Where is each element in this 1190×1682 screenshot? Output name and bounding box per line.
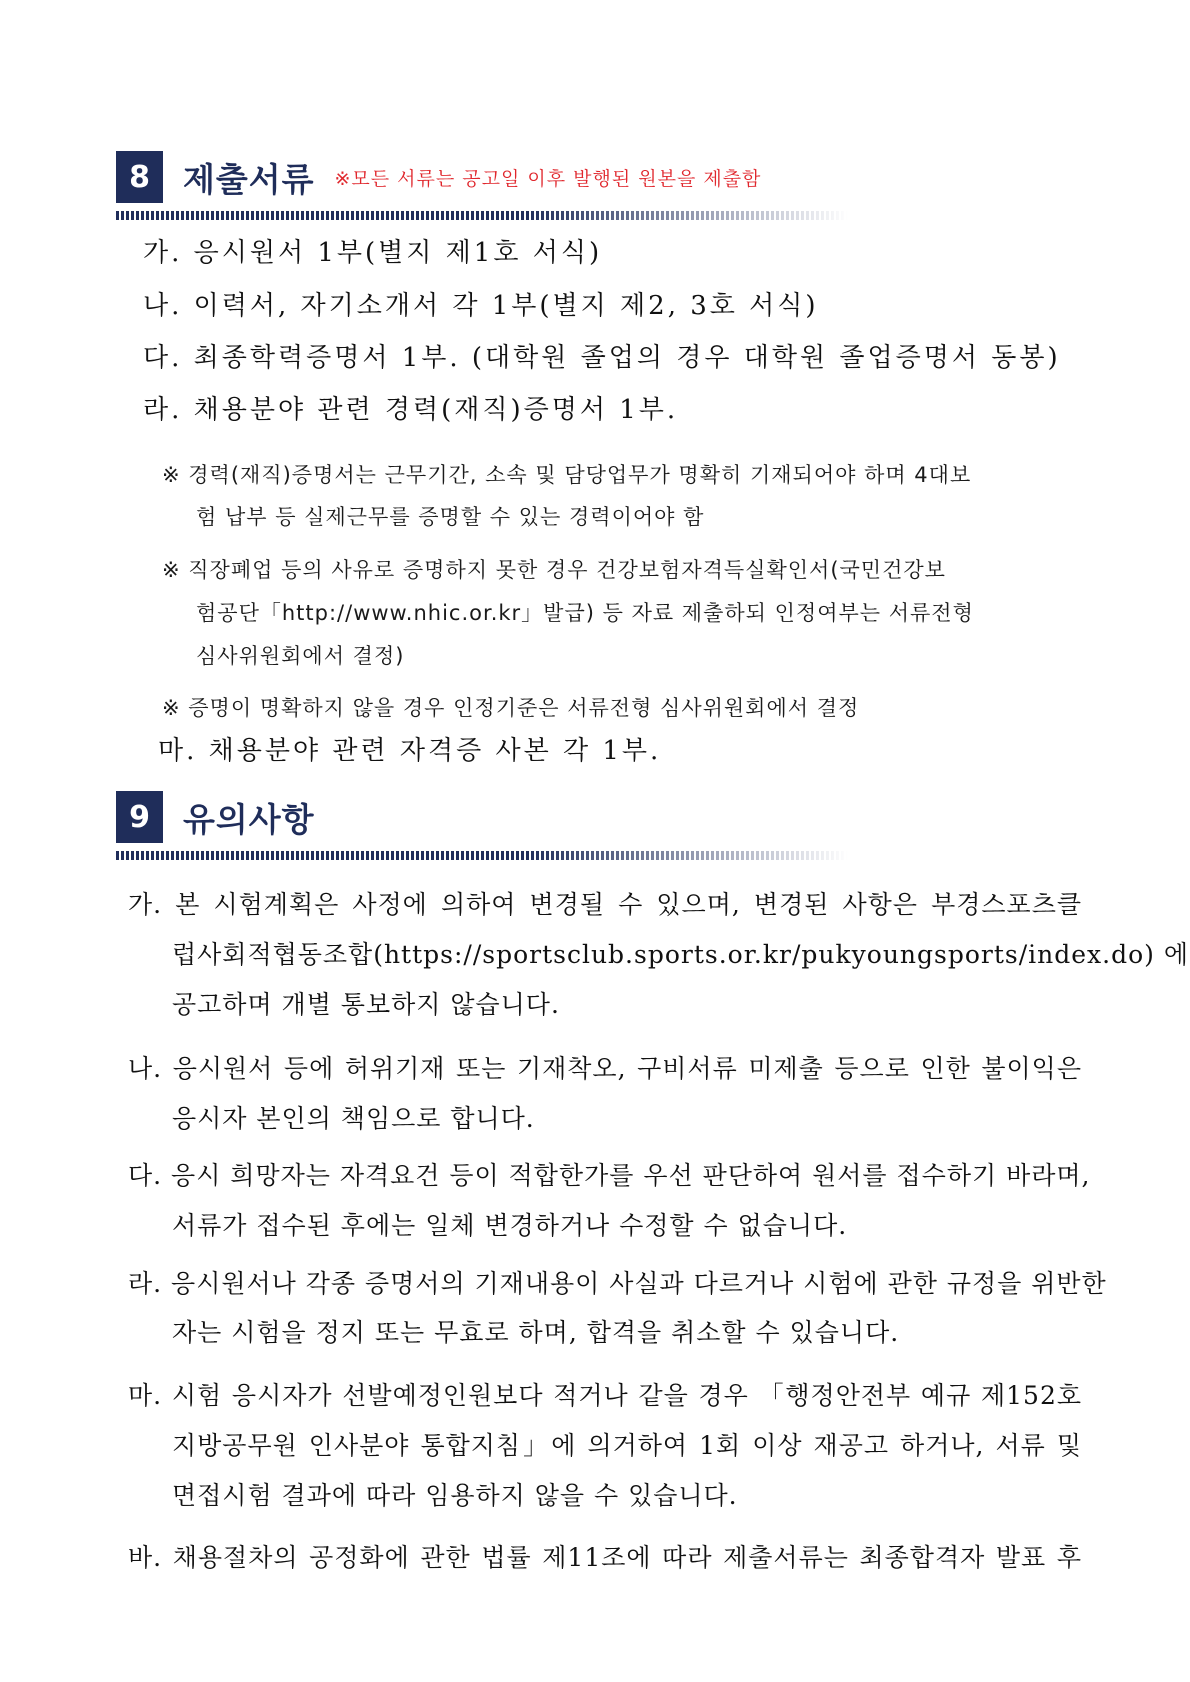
note-line: 험공단「http://www.nhic.or.kr」발급) 등 자료 제출하되 인정여부는 서류전형 [196,601,974,625]
section-note: ※모든 서류는 공고일 이후 발행된 원본을 제출함 [334,167,762,190]
body-line: 나. 응시원서 등에 허위기재 또는 기재착오, 구비서류 미제출 등으로 인한 불이익은 [128,1054,1082,1083]
body-line: 자는 시험을 정지 또는 무효로 하며, 합격을 취소할 수 있습니다. [172,1318,900,1347]
note-line: ※ 직장폐업 등의 사유로 증명하지 못한 경우 건강보험자격득실확인서(국민건강보 [162,558,946,582]
section-title: 유의사항 [183,799,315,839]
body-line: 바. 채용절차의 공정화에 관한 법률 제11조에 따라 제출서류는 최종합격자 발표 후 [128,1543,1082,1572]
note-line: ※ 경력(재직)증명서는 근무기간, 소속 및 담당업무가 명확히 기재되어야 하며 4대보 [162,463,972,487]
section-number-badge: 8 [116,151,163,203]
list-item: 라. 채용분야 관련 경력(재직)증명서 1부. [143,395,679,425]
list-item: 다. 최종학력증명서 1부. (대학원 졸업의 경우 대학원 졸업증명서 동봉) [143,343,1061,373]
section-8-header [116,151,761,203]
list-item: 가. 응시원서 1부(별지 제1호 서식) [143,238,603,268]
body-line: 가. 본 시험계획은 사정에 의하여 변경될 수 있으며, 변경된 사항은 부경스포츠클 [128,890,1082,919]
section-title: 제출서류 [183,159,315,199]
body-line: 면접시험 결과에 따라 임용하지 않을 수 있습니다. [172,1481,738,1510]
body-line: 지방공무원 인사분야 통합지침」에 의거하여 1회 이상 재공고 하거나, 서류 및 [172,1431,1082,1460]
section-9-header [116,791,315,843]
body-line: 공고하며 개별 통보하지 않습니다. [172,990,560,1019]
body-line: 라. 응시원서나 각종 증명서의 기재내용이 사실과 다르거나 시험에 관한 규정을 위반한 [128,1269,1107,1298]
body-line: 서류가 접수된 후에는 일체 변경하거나 수정할 수 없습니다. [172,1211,848,1240]
list-item: 나. 이력서, 자기소개서 각 1부(별지 제2, 3호 서식) [143,291,819,321]
section-divider [116,211,848,220]
body-line: 럽사회적협동조합(https://sportsclub.sports.or.kr/pukyoungsports/index.do) 에 [172,940,1190,969]
list-item: 마. 채용분야 관련 자격증 사본 각 1부. [158,736,662,766]
note-line: ※ 증명이 명확하지 않을 경우 인정기준은 서류전형 심사위원회에서 결정 [162,696,860,720]
body-line: 다. 응시 희망자는 자격요건 등이 적합한가를 우선 판단하여 원서를 접수하기 바라며, [128,1161,1091,1190]
note-line: 심사위원회에서 결정) [196,644,405,668]
section-number-badge: 9 [116,791,163,843]
body-line: 마. 시험 응시자가 선발예정인원보다 적거나 같을 경우 「행정안전부 예규 제152호 [128,1381,1082,1410]
section-divider [116,851,848,860]
body-line: 응시자 본인의 책임으로 합니다. [172,1104,535,1133]
note-line: 험 납부 등 실제근무를 증명할 수 있는 경력이어야 함 [196,505,705,529]
